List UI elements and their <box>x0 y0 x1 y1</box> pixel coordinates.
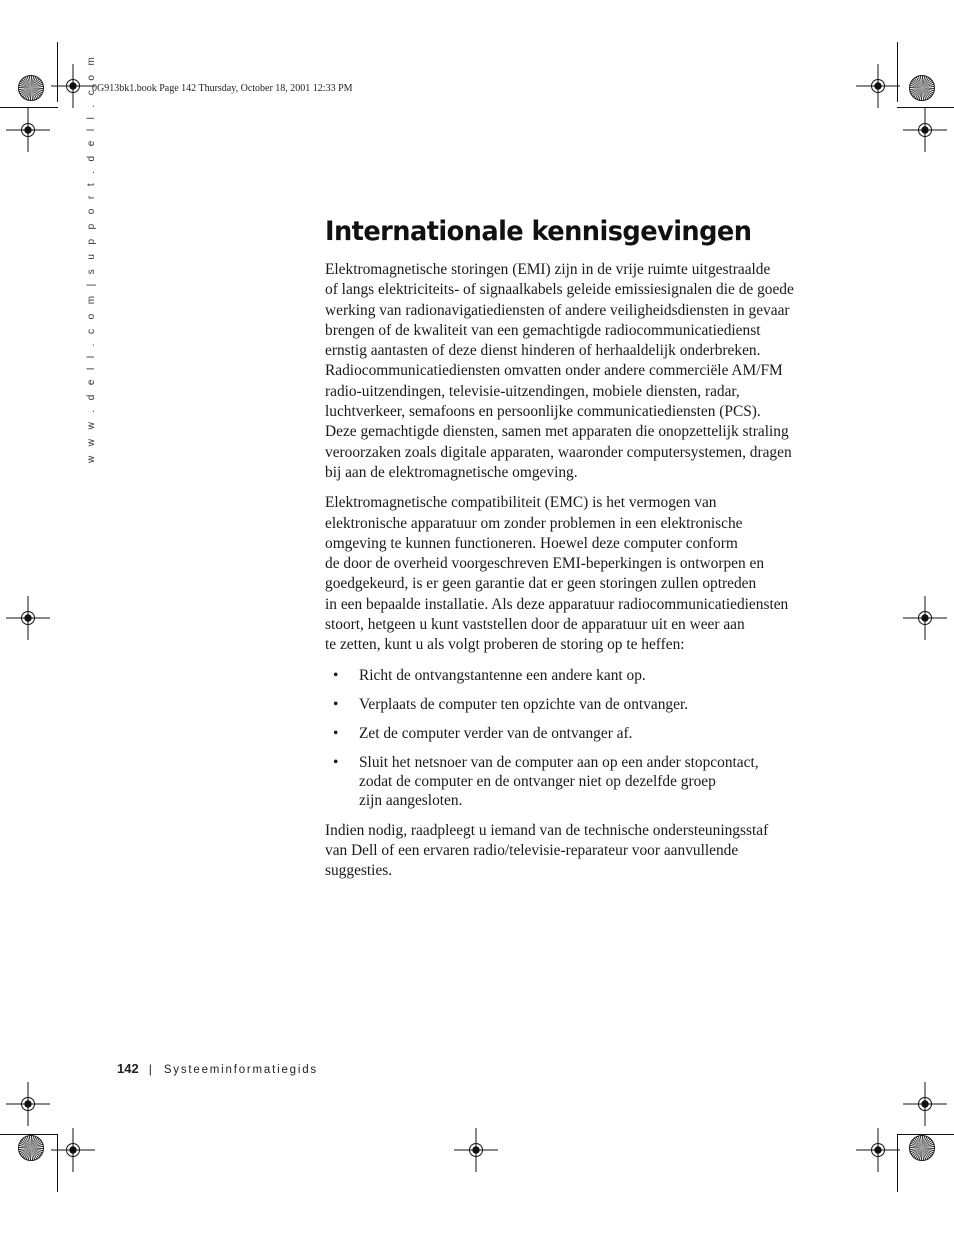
text-line: bij aan de elektromagnetische omgeving. <box>325 463 578 481</box>
text-line: van Dell of een ervaren radio/televisie-reparateur voor aanvullende <box>325 841 739 859</box>
crop-mark <box>897 42 898 102</box>
paragraph-emc <box>325 493 815 655</box>
text-line: veroorzaken zoals digitale apparaten, waaronder computersystemen, dragen <box>325 443 792 461</box>
guide-title: Systeeminformatiegids <box>163 1064 318 1076</box>
bullet-icon: • <box>333 753 339 771</box>
crosshair-registration-icon <box>2 592 54 644</box>
text-line: te zetten, kunt u als volgt proberen de storing op te heffen: <box>325 636 685 654</box>
page-title: Internationale kennisgevingen <box>325 216 752 247</box>
radial-starburst-icon <box>909 1135 935 1161</box>
text-line: zijn aangesloten. <box>359 791 463 809</box>
text-line: of langs elektriciteits- of signaalkabels geleide emissiesignalen die de goede <box>325 281 794 299</box>
page-footer <box>117 1061 318 1076</box>
radial-starburst-icon <box>18 1135 44 1161</box>
remedy-list <box>325 666 815 810</box>
crosshair-registration-icon <box>899 592 951 644</box>
list-item <box>325 724 815 743</box>
text-line: omgeving te kunnen functioneren. Hoewel deze computer conform <box>325 534 738 552</box>
crop-mark <box>897 1134 954 1135</box>
text-line: de door de overheid voorgeschreven EMI-beperkingen is ontworpen en <box>325 555 765 573</box>
crosshair-registration-icon <box>899 1078 951 1130</box>
paragraph-emi <box>325 260 815 483</box>
list-item <box>325 666 815 685</box>
crop-mark <box>897 1134 898 1192</box>
bullet-icon: • <box>333 666 339 684</box>
text-line: Deze gemachtigde diensten, samen met apparaten die onopzettelijk straling <box>325 423 789 441</box>
text-line: zodat de computer en de ontvanger niet op dezelfde groep <box>359 772 716 790</box>
text-line: werking van radionavigatiediensten of andere veiligheidsdiensten in gevaar <box>325 301 790 319</box>
footer-separator: | <box>148 1062 152 1076</box>
crosshair-registration-icon <box>2 1078 54 1130</box>
list-item <box>325 753 815 810</box>
text-line: Indien nodig, raadpleegt u iemand van de technische ondersteuningsstaf <box>325 821 769 839</box>
text-line: suggesties. <box>325 862 393 880</box>
crosshair-registration-icon <box>47 1124 99 1176</box>
side-url: w w w . d e l l . c o m | s u p p o r t . d e l l . c o m <box>86 53 97 463</box>
bullet-icon: • <box>333 724 339 742</box>
print-header: 0G913bk1.book Page 142 Thursday, October 18, 2001 12:33 PM <box>92 83 353 94</box>
text-line: elektronische apparatuur om zonder problemen in een elektronische <box>325 514 743 532</box>
text-line: ernstig aantasten of deze dienst hinderen of herhaaldelijk onderbreken. <box>325 342 761 360</box>
crosshair-registration-icon <box>47 60 99 112</box>
text-line: Zet de computer verder van de ontvanger af. <box>359 724 633 742</box>
crop-mark <box>57 1134 58 1192</box>
text-line: radio-uitzendingen, televisie-uitzendingen, mobiele diensten, radar, <box>325 382 740 400</box>
text-line: Sluit het netsnoer van de computer aan op een ander stopcontact, <box>359 753 759 771</box>
text-line: Verplaats de computer ten opzichte van de ontvanger. <box>359 695 689 713</box>
text-line: luchtverkeer, semafoons en persoonlijke communicatiediensten (PCS). <box>325 403 761 421</box>
crosshair-registration-icon <box>2 104 54 156</box>
bullet-icon: • <box>333 695 339 713</box>
text-line: goedgekeurd, is er geen garantie dat er geen storingen zullen optreden <box>325 575 757 593</box>
text-line: Richt de ontvangstantenne een andere kant op. <box>359 666 646 684</box>
text-line: in een bepaalde installatie. Als deze apparatuur radiocommunicatiediensten <box>325 595 789 613</box>
crosshair-registration-icon <box>450 1124 502 1176</box>
paragraph-support <box>325 821 815 882</box>
text-line: Elektromagnetische compatibiliteit (EMC) is het vermogen van <box>325 494 717 512</box>
crop-mark <box>0 107 58 108</box>
text-line: Elektromagnetische storingen (EMI) zijn in de vrije ruimte uitgestraalde <box>325 261 771 278</box>
text-line: stoort, hetgeen u kunt vaststellen door de apparatuur uit en weer aan <box>325 616 745 634</box>
list-item <box>325 695 815 714</box>
crosshair-registration-icon <box>899 104 951 156</box>
text-line: Radiocommunicatiediensten omvatten onder andere commerciële AM/FM <box>325 362 783 380</box>
radial-starburst-icon <box>909 75 935 101</box>
text-line: brengen of de kwaliteit van een gemachtigde radiocommunicatiedienst <box>325 321 761 339</box>
page-content <box>325 214 815 892</box>
crop-mark <box>0 1134 58 1135</box>
page-number: 142 <box>117 1061 139 1076</box>
crop-mark <box>897 107 954 108</box>
crop-mark <box>57 42 58 102</box>
radial-starburst-icon <box>18 75 44 101</box>
